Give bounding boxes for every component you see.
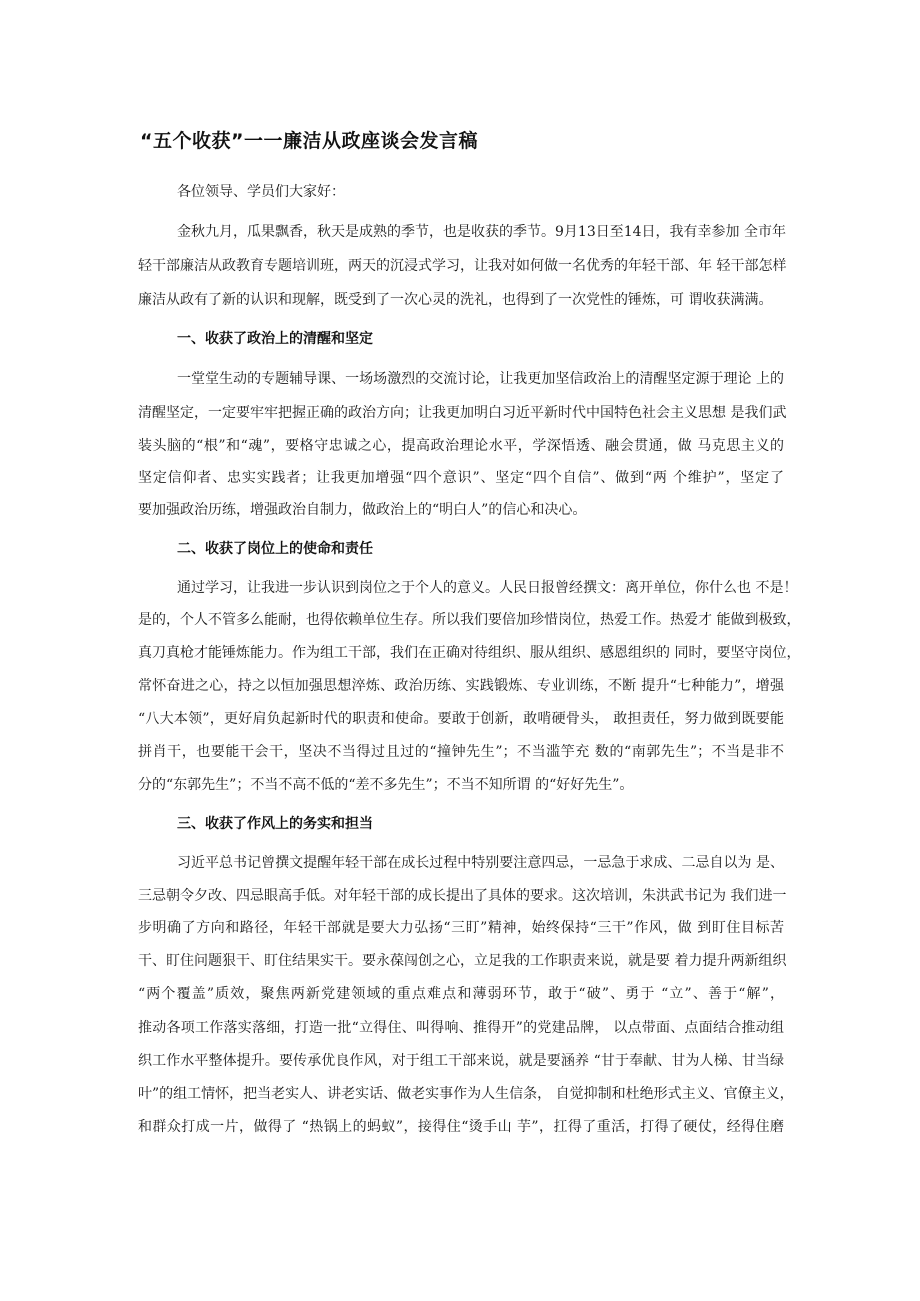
section-3-line-7: 织工作水平整体提升。要传承优良作风，对于组工干部来说，就是要涵养 “甘于奉献、甘为人梯、甘当绿 (138, 1053, 784, 1069)
section-2-line-5: “八大本领”，更好肩负起新时代的职责和使命。要敢于创新，敢啃硬骨头， 敢担责任，努力做到既要能 (138, 711, 784, 727)
intro-line-1: 金秋九月，瓜果飘香，秋天是成熟的季节，也是收获的季节。9月13日至14日，我有幸参加 全市年 (177, 224, 786, 240)
section-heading-2: 二、收获了岗位上的使命和责任 (177, 541, 373, 557)
page-title: “五个收获”一一廉洁从政座谈会发言稿 (140, 130, 478, 152)
section-3-line-9: 和群众打成一片，做得了 “热锅上的蚂蚁”，接得住“烫手山 芋”，扛得了重活，打得了硬仗，经得住磨 (138, 1119, 784, 1135)
section-3-line-4: 干、盯住问题狠干、盯住结果实干。要永葆闯创之心，立足我的工作职责来说，就是要 着力提升两新组织 (138, 953, 787, 969)
section-3-line-1: 习近平总书记曾撰文提醒年轻干部在成长过程中特别要注意四忌，一忌急于求成、二忌自以为 是、 (177, 855, 784, 871)
section-2-line-1: 通过学习，让我进一步认识到岗位之于个人的意义。人民日报曾经撰文：离开单位，你什么也 不是！ (177, 580, 798, 596)
section-1-line-5: 要加强政治历练，增强政治自制力，做政治上的“明白人”的信心和决心。 (138, 502, 587, 518)
section-2-line-7: 分的“东郭先生”；不当不高不低的“差不多先生”；不当不知所谓 的“好好先生”。 (138, 777, 634, 793)
greeting-line: 各位领导、学员们大家好： (177, 184, 345, 200)
section-3-line-5: “两个覆盖”质效，聚焦两新党建领域的重点难点和薄弱环节，敢于“破”、勇于 “立”、善于“解”， (138, 986, 784, 1002)
section-1-line-3: 装头脑的“根”和“魂”，要格守忠诚之心，提高政治理论水平，学深悟透、融会贯通，做 马克思主义的 (138, 438, 784, 454)
section-2-line-4: 常怀奋进之心，持之以恒加强思想淬炼、政治历练、实践锻炼、专业训练，不断 提升“七种能力”，增强 (138, 678, 784, 694)
section-2-line-6: 拼肖干，也要能干会干，坚决不当得过且过的“撞钟先生”；不当滥竽充 数的“南郭先生”；不当是非不 (138, 744, 784, 760)
section-2-line-2: 是的，个人不管多么能耐，也得依赖单位生存。所以我们要倍加珍惜岗位，热爱工作。热爱才 能做到极致， (138, 612, 801, 628)
section-1-line-2: 清醒坚定，一定要牢牢把握正确的政治方向；让我更加明白习近平新时代中国特色社会主义思想 是我们武 (138, 405, 787, 421)
section-2-line-3: 真刀真枪才能锤炼能力。作为组工干部，我们在正确对待组织、服从组织、感恩组织的 同时，要坚守岗位， (138, 645, 801, 661)
intro-line-2: 轻干部廉洁从政教育专题培训班，两天的沉浸式学习，让我对如何做一名优秀的年轻干部、年 轻干部怎样 (138, 258, 787, 274)
section-heading-1: 一、收获了政治上的清醒和坚定 (177, 331, 373, 347)
section-1-line-4: 坚定信仰者、忠实实践者；让我更加增强“四个意识”、坚定“四个自信”、做到“两 个维护”，坚定了 (138, 470, 784, 486)
section-heading-3: 三、收获了作风上的务实和担当 (177, 816, 373, 832)
section-3-line-6: 推动各项工作落实落细，打造一批“立得住、叫得响、推得开”的党建品牌， 以点带面、点面结合推动组 (138, 1020, 784, 1036)
section-3-line-8: 叶”的组工情怀，把当老实人、讲老实话、做老实事作为人生信条， 自觉抑制和杜绝形式主义、官僚主义， (138, 1086, 794, 1102)
section-1-line-1: 一堂堂生动的专题辅导课、一场场激烈的交流讨论，让我更加坚信政治上的清醒坚定源于理论 上的 (177, 371, 784, 387)
section-3-line-2: 三忌朝令夕改、四忌眼高手低。对年轻干部的成长提出了具体的要求。这次培训，朱洪武书记为 我们进一 (138, 888, 787, 904)
section-3-line-3: 步明确了方向和路径，年轻干部就是要大力弘扬“三盯”精神，始终保持“三干”作风，做 到盯住目标苦 (138, 920, 784, 936)
intro-line-3: 廉洁从政有了新的认识和现解，既受到了一次心灵的洗礼，也得到了一次党性的锤炼，可 谓收获满满。 (138, 292, 773, 308)
